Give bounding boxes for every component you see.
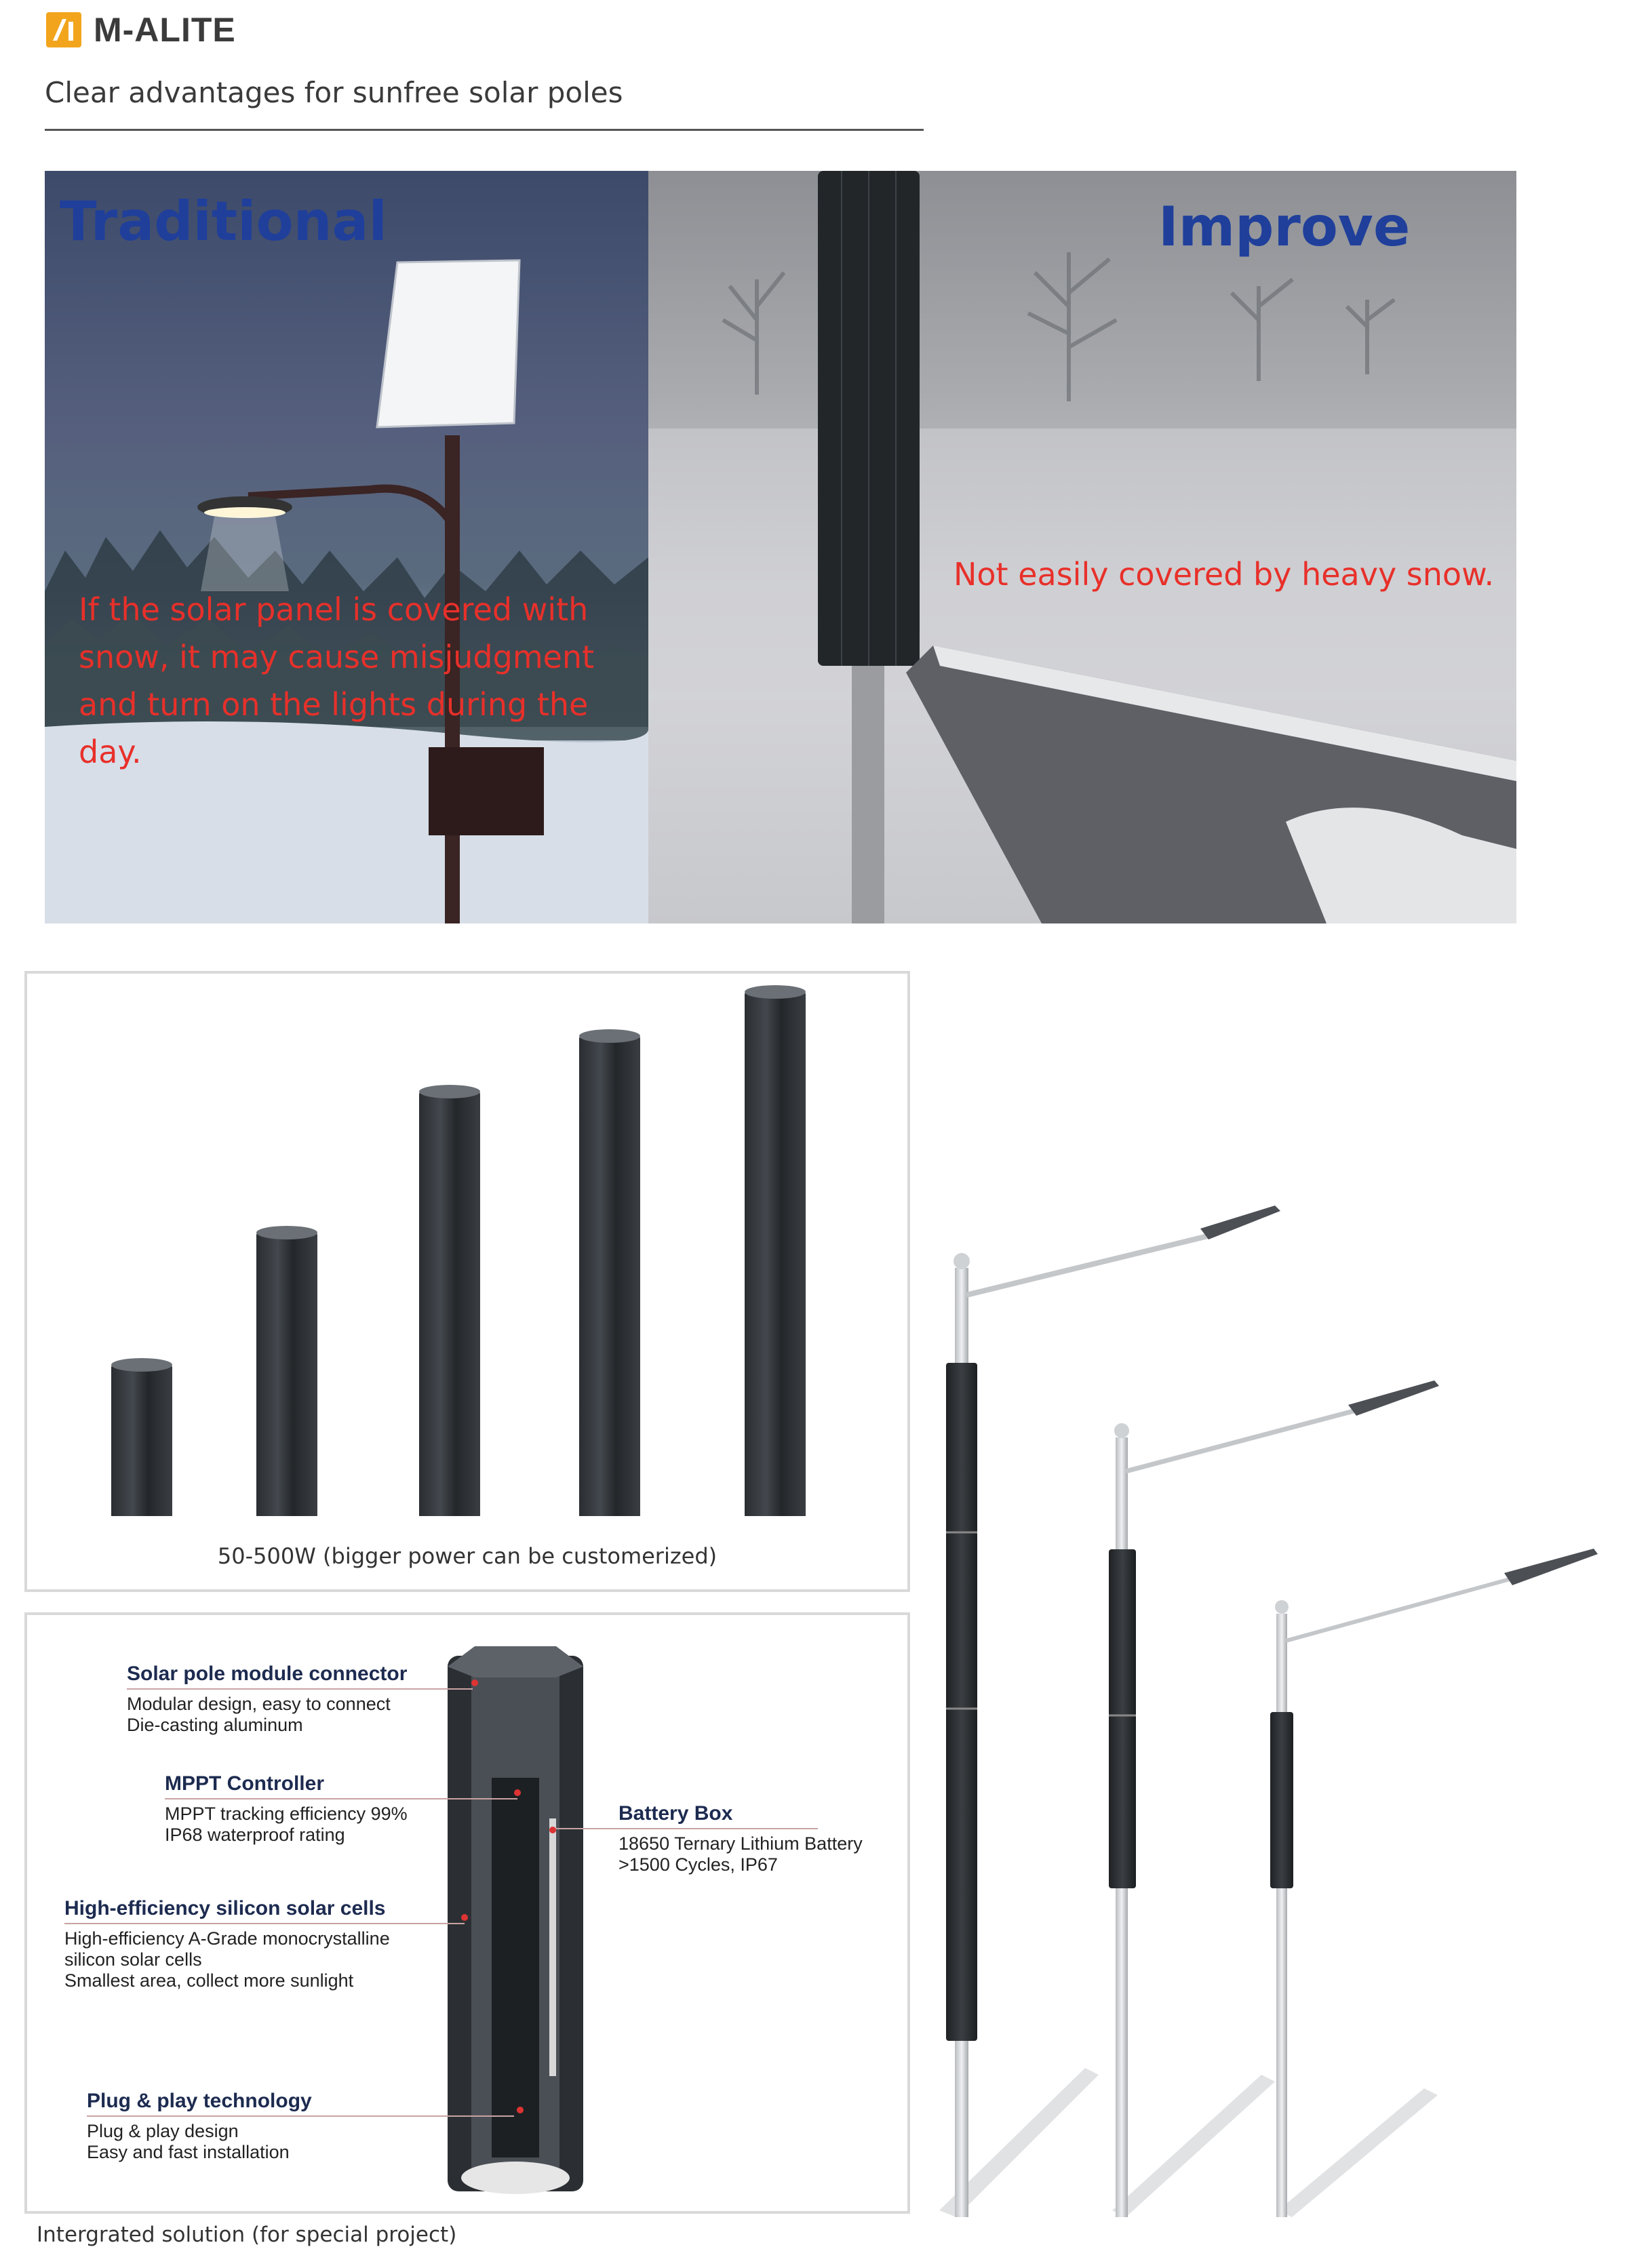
traditional-caption-line: and turn on the lights during the day. — [79, 686, 589, 770]
pole-module-taller — [579, 1029, 640, 1516]
callout-dot — [517, 2107, 524, 2113]
component-line: Easy and fast installation — [87, 2142, 290, 2162]
leader-line — [165, 1798, 517, 1799]
component-line: MPPT tracking efficiency 99% — [165, 1804, 408, 1824]
callout-dot — [549, 1827, 556, 1833]
callout-dot — [461, 1914, 468, 1921]
pole-module-tallest — [745, 985, 806, 1516]
pole-module-medium — [256, 1226, 317, 1516]
components-panel — [24, 1612, 910, 2214]
component-line: Die-casting aluminum — [127, 1715, 303, 1735]
component-title: Plug & play technology — [87, 2090, 312, 2112]
brand-logo — [46, 9, 236, 50]
traditional-caption — [79, 586, 648, 776]
component-title: Solar pole module connector — [127, 1663, 408, 1685]
component-battery — [618, 1802, 863, 1875]
callout-dot — [471, 1679, 478, 1686]
logo-mark-icon — [46, 12, 81, 47]
leader-line — [553, 1828, 818, 1829]
component-line: IP68 waterproof rating — [165, 1825, 345, 1845]
component-line: Smallest area, collect more sunlight — [64, 1970, 354, 1991]
component-line: Plug & play design — [87, 2121, 239, 2141]
improve-title: Improve — [1158, 195, 1411, 258]
component-solar-cells — [64, 1897, 465, 1991]
component-title: Battery Box — [618, 1802, 733, 1825]
footer-caption: Intergrated solution (for special project) — [37, 2223, 457, 2247]
component-plug-play — [87, 2090, 514, 2163]
leader-line — [87, 2115, 514, 2117]
callout-dot — [514, 1789, 521, 1796]
page-subtitle: Clear advantages for sunfree solar poles — [45, 76, 623, 109]
component-line: >1500 Cycles, IP67 — [618, 1854, 778, 1875]
component-line: High-efficiency A-Grade monocrystalline — [64, 1928, 390, 1949]
header-divider — [45, 129, 924, 131]
traditional-caption-line: If the solar panel is covered with — [79, 591, 589, 628]
component-title: High-efficiency silicon solar cells — [64, 1897, 386, 1919]
traditional-title: Traditional — [60, 190, 387, 253]
traditional-photo — [45, 171, 648, 923]
component-line: silicon solar cells — [64, 1949, 202, 1970]
pole-module-short — [111, 1358, 172, 1516]
component-connector — [127, 1663, 473, 1736]
component-mppt — [165, 1772, 517, 1846]
leader-line — [64, 1923, 465, 1924]
pole-small — [1270, 1549, 1598, 2217]
leader-line — [127, 1688, 473, 1690]
traditional-caption-line: snow, it may cause misjudgment — [79, 639, 595, 675]
component-line: 18650 Ternary Lithium Battery — [618, 1833, 863, 1854]
brand-name: M-ALITE — [94, 11, 236, 49]
power-range-caption: 50-500W (bigger power can be customerized) — [217, 1543, 718, 1569]
improve-photo — [648, 171, 1516, 923]
component-line: Modular design, easy to connect — [127, 1694, 391, 1714]
pole-module-tall — [419, 1085, 480, 1516]
improve-caption: Not easily covered by heavy snow. — [954, 556, 1495, 593]
street-light-poles-illustration — [909, 1193, 1614, 2224]
power-range-panel — [24, 971, 910, 1592]
component-title: MPPT Controller — [165, 1772, 325, 1795]
